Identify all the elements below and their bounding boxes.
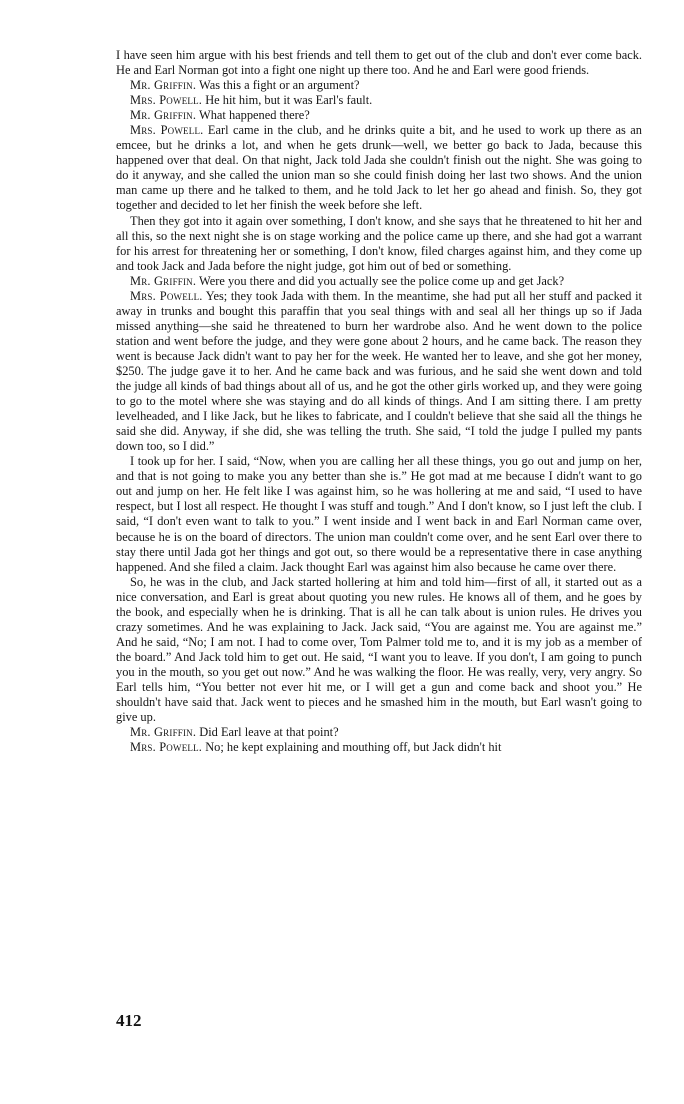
paragraph (116, 289, 642, 455)
paragraph (116, 123, 642, 213)
speaker-label: Mrs. Powell. (130, 740, 203, 755)
paragraph (116, 575, 642, 725)
paragraph-text: Was this a fight or an argument? (196, 78, 360, 93)
speaker-label: Mrs. Powell. (130, 93, 203, 108)
paragraph (116, 214, 642, 274)
paragraph-text: He hit him, but it was Earl's fault. (202, 93, 373, 108)
paragraph-text: What happened there? (196, 108, 310, 123)
paragraph-text: Then they got into it again over something, I don't know, and she says that he threatened to hit her and all this, so the next night she is on stage working and the police came up there, and she had got a warrant for his arrest for threatening her or something, I don't know, filed charges against him, and they come up and took Jack and Jada before the night judge, got him out of bed or something. (116, 213, 642, 273)
paragraph-text: Did Earl leave at that point? (196, 725, 339, 740)
paragraph-text: Earl came in the club, and he drinks quite a bit, and he used to work up there as an emcee, but he drinks a lot, and when he gets drunk—well, we better go back to Jada, because this happened over that deal. On that night, Jack told Jada she couldn't finish out the night. She was going to do it anyway, and she called the union man so she could finish doing her last two shows. And the union man came up there and he talked to them, and he told Jack to let her go ahead and finish. So, they got together and decided to let her finish the week before she left. (116, 123, 642, 213)
paragraph-text: So, he was in the club, and Jack started hollering at him and told him—first of all, it started out as a nice conversation, and Earl is great about quoting you new rules. He knows all of them, and he goes by the book, and especially when he is drinking. That is all he can talk about is union rules. He drives you crazy sometimes. And he was explaining to Jack. Jack said, “You are against me. You are against me.” And he said, “No; I am not. I had to come over, Tom Palmer told me to, and it is my job as a member of the board.” And Jack told him to get out. He said, “I want you to leave. If you don't, I am going to punch you in the mouth, so you get out now.” And he was walking the floor. He was really, very, very angry. So Earl tells him, “You better not ever hit me, or I will get a gun and come back and shoot you.” He shouldn't have said that. Jack went to pieces and he smashed him in the mouth, but Earl wasn't going to give up. (116, 574, 642, 725)
page-number: 412 (116, 1011, 142, 1030)
paragraph-text: Were you there and did you actually see the police come up and get Jack? (196, 273, 565, 288)
speaker-label: Mr. Griffin. (130, 108, 197, 123)
speaker-label: Mrs. Powell. (130, 288, 203, 303)
document-body (116, 48, 642, 755)
paragraph (116, 78, 642, 93)
speaker-label: Mr. Griffin. (130, 78, 197, 93)
paragraph-text: I have seen him argue with his best friends and tell them to get out of the club and don't ever come back. He and Earl Norman got into a fight one night up there too. And he and Earl were good friends. (116, 48, 642, 78)
paragraph (116, 274, 642, 289)
paragraph-text: I took up for her. I said, “Now, when you are calling her all these things, you go out and jump on her, and that is not going to make you any better than she is.” He got mad at me because I didn't want to go out and jump on her. He felt like I was against him, so he was hollering at me and said, “I used to have respect, but I lost all respect. He thought I was stuff and tough.” And I don't know, so I just left the club. I said, “I don't even want to talk to you.” I went inside and I went back in and Earl Norman came over, because he is on the board of directors. The union man couldn't come over, and he sent Earl over there to stay there until Jada got her things and got out, so there would be a representative there in case anything happened. And she filed a claim. Jack thought Earl was against him also because he came over there. (116, 454, 642, 574)
speaker-label: Mr. Griffin. (130, 273, 197, 288)
paragraph (116, 740, 642, 755)
paragraph (116, 108, 642, 123)
speaker-label: Mr. Griffin. (130, 725, 197, 740)
paragraph (116, 454, 642, 574)
speaker-label: Mrs. Powell. (130, 123, 204, 138)
paragraph (116, 48, 642, 78)
paragraph-text: No; he kept explaining and mouthing off, but Jack didn't hit (202, 740, 502, 755)
paragraph (116, 725, 642, 740)
paragraph (116, 93, 642, 108)
paragraph-text: Yes; they took Jada with them. In the meantime, she had put all her stuff and packed it away in trunks and bought this paraffin that you seal things with and seal all her things up so if Jada missed anything—she said he threatened to burn her wardrobe also. And he went down to the police station and went before the judge, and they were gone about 2 hours, and he came back. The reason they went is because Jack didn't want to pay her for the week. He wanted her to leave, and she got her money, $250. The judge gave it to her. And he came back and was furious, and he said she went down and told the judge all kinds of bad things about all of us, and he got the other girls worked up, and they were going to go to the motel where she was staying and do all kinds of things. And I am sitting there. I am pretty levelheaded, and I like Jack, but he likes to fabricate, and I couldn't believe that she said all the things he said she did. Anyway, if she did, she was telling the truth. She said, “I told the judge I pulled my pants down too, so I did.” (116, 288, 642, 454)
